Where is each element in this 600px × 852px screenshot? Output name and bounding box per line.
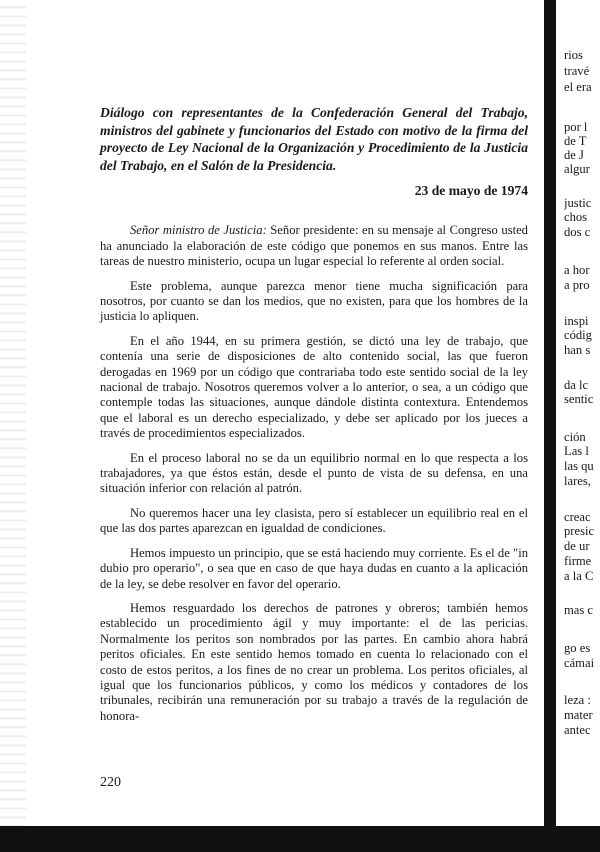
book-gutter bbox=[544, 0, 556, 828]
facing-fragment: de T bbox=[564, 134, 587, 148]
scan-bottom-band bbox=[0, 826, 600, 852]
facing-fragment: leza : bbox=[564, 693, 591, 707]
facing-fragment: inspi bbox=[564, 314, 589, 328]
document-page bbox=[100, 104, 528, 733]
facing-fragment: a la C bbox=[564, 569, 594, 583]
facing-fragment: mater bbox=[564, 708, 593, 722]
paragraph-2: Este problema, aunque parezca menor tiene mucha significación para nosotros, por cuanto se dan los medios, que no existen, para que los hombres de la justicia lo apliquen. bbox=[100, 278, 528, 324]
speaker-label: Señor ministro de Justicia: bbox=[130, 223, 267, 238]
facing-fragment: de ur bbox=[564, 539, 590, 553]
paragraph-1-text: Señor presidente: en su mensaje al Congreso usted ha anunciado la elaboración de este código que ponemos en sus manos. Entre las tareas de nuestro ministerio, ocupa un lugar especial lo referente al orden social. bbox=[100, 223, 528, 269]
facing-fragment: han s bbox=[564, 343, 591, 357]
facing-fragment: go es bbox=[564, 641, 591, 655]
facing-fragment: cámai bbox=[564, 656, 595, 670]
facing-fragment: por l bbox=[564, 120, 588, 134]
facing-fragment: el era bbox=[564, 80, 592, 94]
facing-fragment: a pro bbox=[564, 278, 590, 292]
facing-fragment: antec bbox=[564, 723, 591, 737]
paragraph-6: Hemos impuesto un principio, que se está haciendo muy corriente. Es el de "in dubio pro operario", o sea que en caso de que haya dudas en cuanto a la aplicación de la ley, se debe resolver en favor del operario. bbox=[100, 545, 528, 591]
document-date: 23 de mayo de 1974 bbox=[414, 183, 528, 199]
facing-fragment: sentic bbox=[564, 392, 594, 406]
facing-fragment: dos c bbox=[564, 225, 591, 239]
page-number: 220 bbox=[100, 775, 121, 790]
facing-fragment: de J bbox=[564, 148, 584, 162]
paragraph-3: En el año 1944, en su primera gestión, se dictó una ley de trabajo, que contenía una serie de disposiciones de alto contenido social, las que fueron derogadas en 1969 por un código que contrariaba todo este sentido social de la ley nacional de trabajo. Nosotros queremos volver a lo anterior, o sea, a un código que contemple todas las situaciones, aunque dándole distinta contextura. Entendemos que el laboral es un derecho especializado, y debe ser aplicado por los jueces a través de procedimientos especializados. bbox=[100, 333, 528, 441]
facing-fragment: ción bbox=[564, 430, 586, 444]
facing-fragment: rios bbox=[564, 48, 583, 62]
facing-fragment: creac bbox=[564, 510, 591, 524]
facing-fragment: da lc bbox=[564, 378, 589, 392]
facing-fragment: presic bbox=[564, 524, 595, 538]
facing-fragment: algur bbox=[564, 162, 590, 176]
facing-fragment: Las l bbox=[564, 444, 589, 458]
facing-fragment: travé bbox=[564, 64, 590, 78]
facing-fragment: firme bbox=[564, 554, 592, 568]
page-edge-shadow bbox=[0, 0, 26, 852]
facing-fragment: a hor bbox=[564, 263, 590, 277]
facing-fragment: códig bbox=[564, 328, 592, 342]
facing-fragment: las qu bbox=[564, 459, 594, 473]
paragraph-5: No queremos hacer una ley clasista, pero sí establecer un equilibrio real en el que las dos partes aparezcan en igualdad de condiciones. bbox=[100, 505, 528, 536]
facing-fragment: justic bbox=[564, 196, 592, 210]
paragraph-7: Hemos resguardado los derechos de patrones y obreros; también hemos establecido un procedimiento ágil y muy importante: el de las pericias. Normalmente los peritos son nombrados por las partes. En cambio ahora habrá peritos oficiales. En este sentido hemos tomado en cuenta lo relacionado con el costo de estos peritos, a los fines de no crear un problema. Los peritos oficiales, al igual que los funcionarios públicos, y como los médicos y contadores de los tribunales, recibirán una remuneración por su trabajo a través de la regulación de honora- bbox=[100, 600, 528, 723]
paragraph-4: En el proceso laboral no se da un equilibrio normal en lo que respecta a los trabajadores, ya que éstos están, desde el punto de vista de su defensa, en una situación inferior con relación al patrón. bbox=[100, 450, 528, 496]
facing-page-column bbox=[564, 0, 600, 826]
paragraph-1 bbox=[100, 223, 528, 269]
facing-fragment: chos bbox=[564, 210, 588, 224]
intro-heading: Diálogo con representantes de la Confederación General del Trabajo, ministros del gabinete y funcionarios del Estado con motivo de la firma del proyecto de Ley Nacional de la Organización y Procedimiento de la Justicia del Trabajo, en el Salón de la Presidencia. bbox=[100, 105, 528, 173]
facing-fragment: lares, bbox=[564, 474, 591, 488]
facing-fragment: mas c bbox=[564, 603, 594, 617]
